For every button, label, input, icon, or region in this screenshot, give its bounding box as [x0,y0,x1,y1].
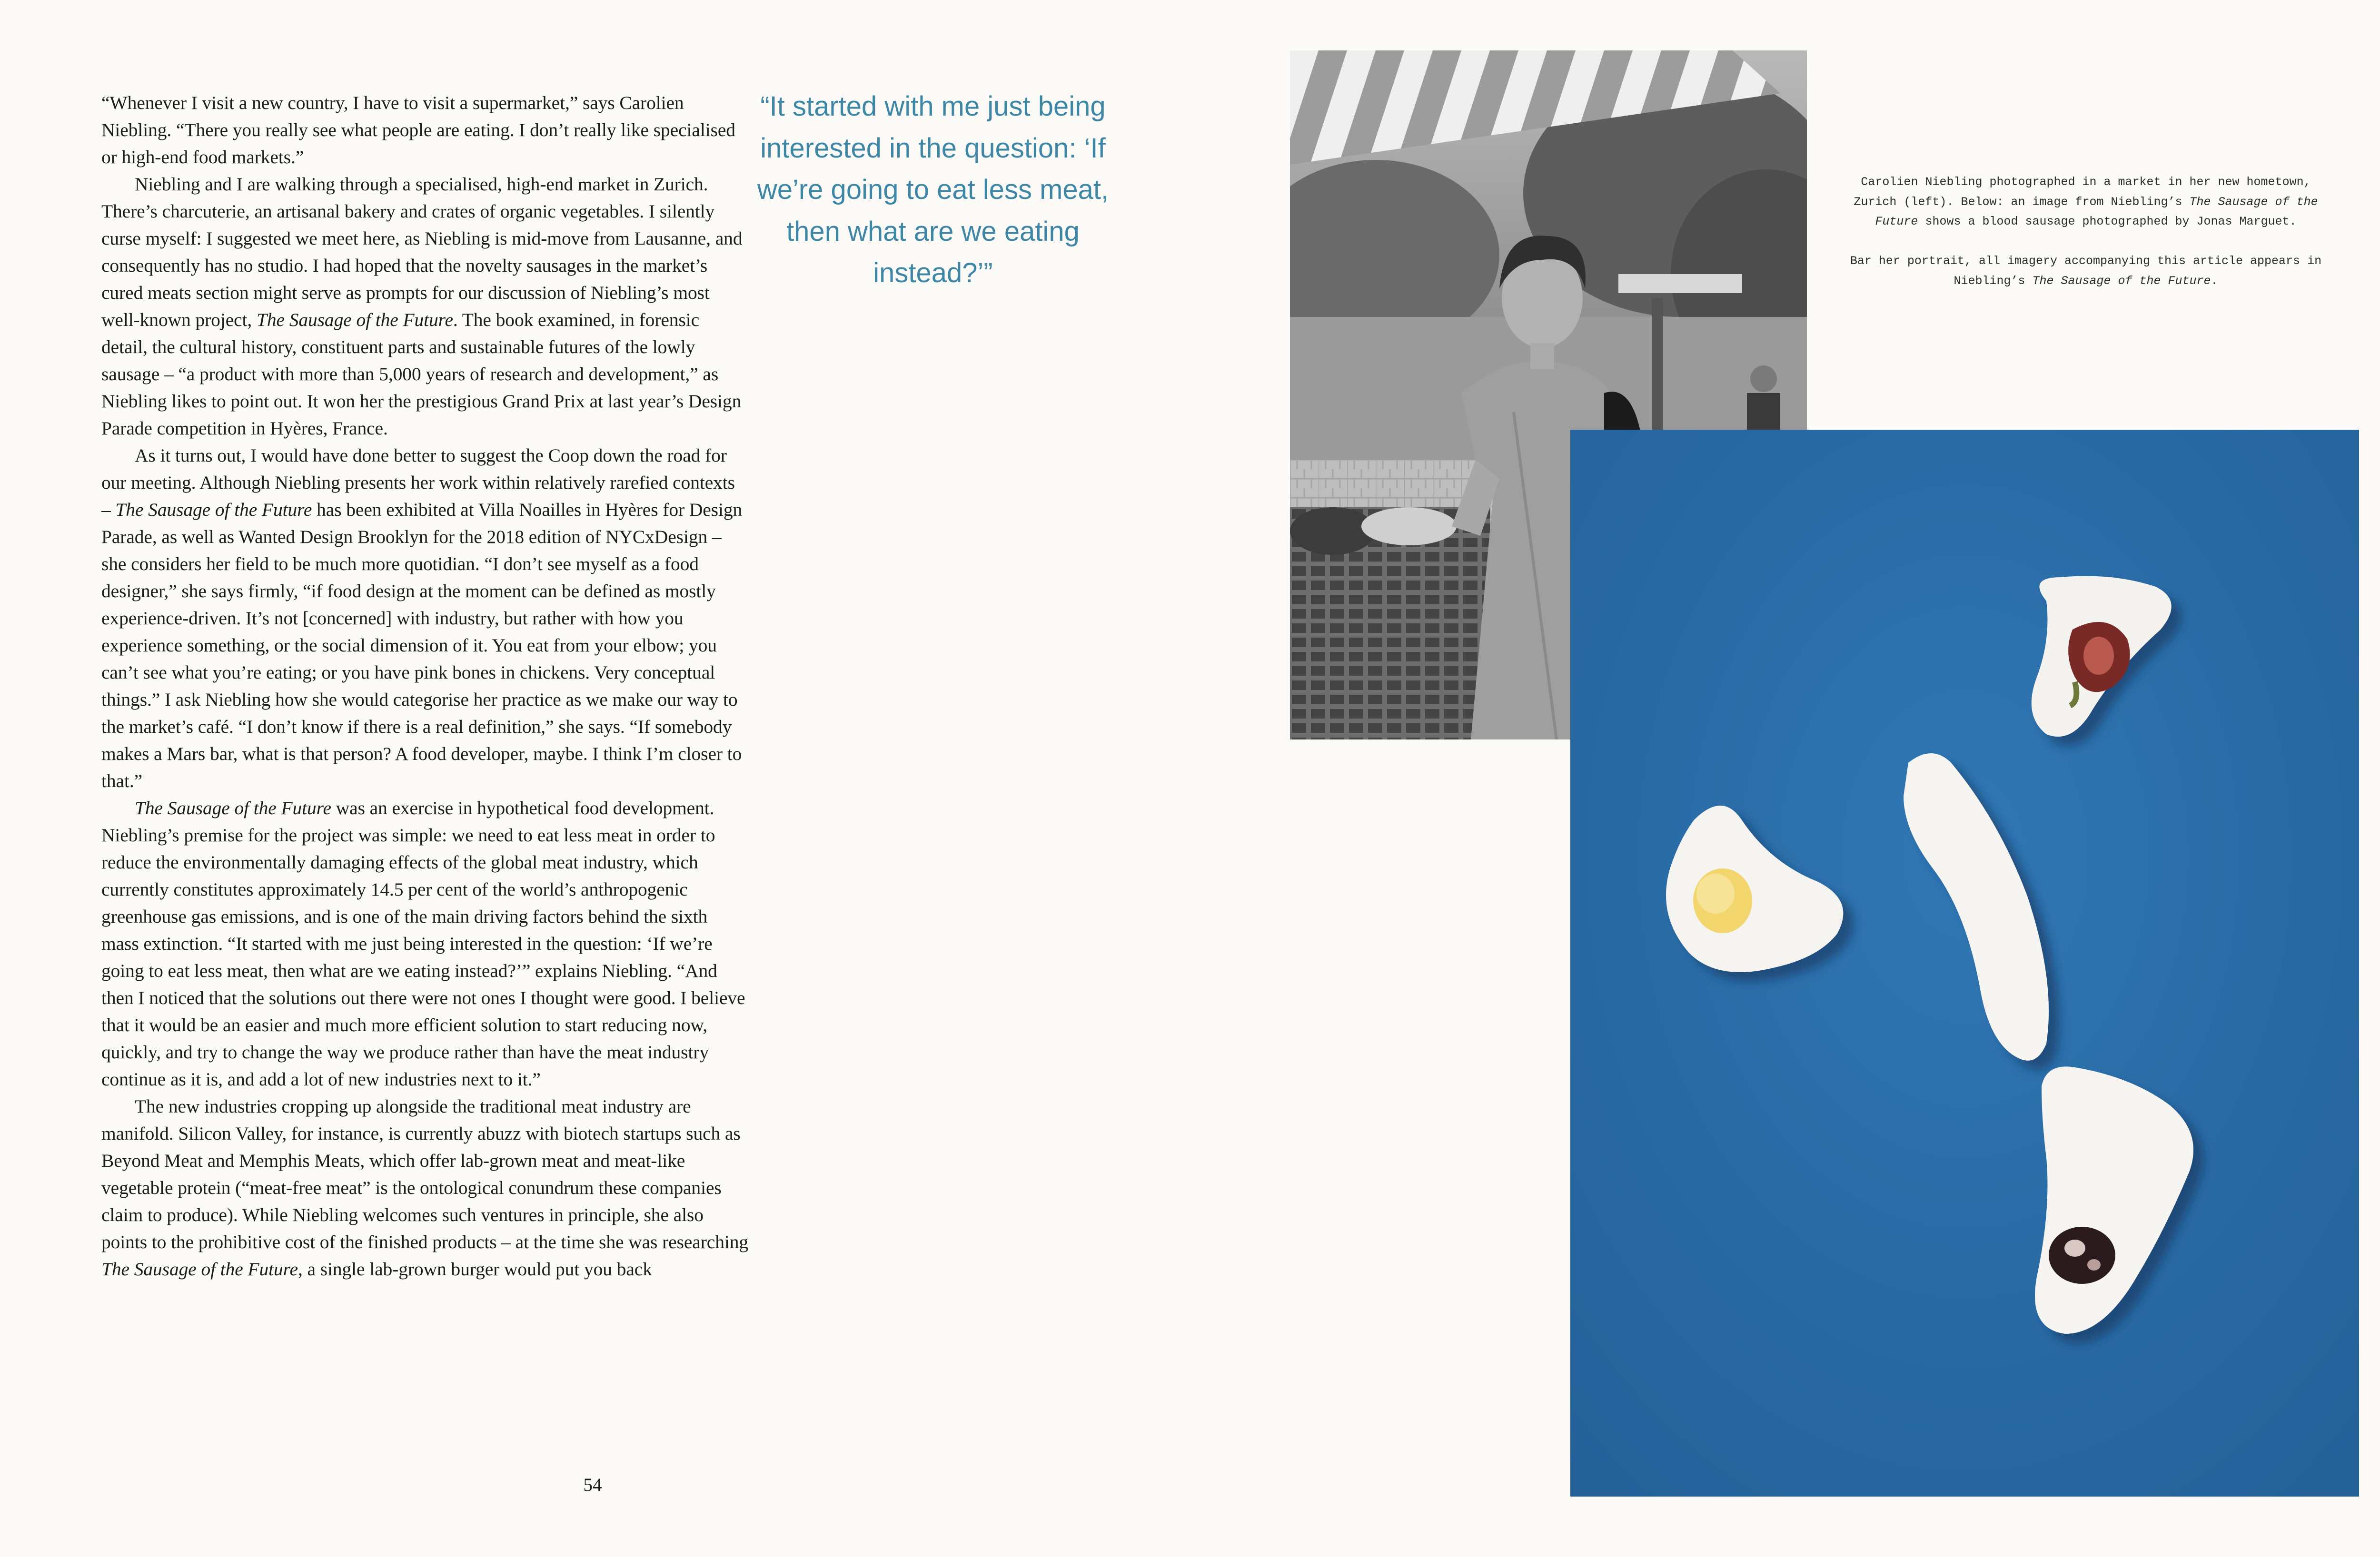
body-paragraph [101,795,749,1093]
sausage-plates-photo [1570,430,2359,1497]
text-run: Carolien Niebling photographed in a market in her new hometown, Zurich (left). Below: an image from Niebling’s [1854,175,2311,209]
text-run: has been exhibited at Villa Noailles in Hyères for Design Parade, as well as Wanted Design Brooklyn for the 2018 edition of NYCxDesign – she considers her field to be much more quotidian. “I don’t see myself as a food designer,” she says firmly, “if food design at the moment can be defined as mostly experience-driven. It’s not [concerned] with industry, but rather with how you experience something, or the social dimension of it. You eat from your elbow; you can’t see what you’re eating; or you have pink bones in chickens. Very conceptual things.” I ask Niebling how she would categorise her practice as we make our way to the market’s café. “I don’t know if there is a real definition,” she says. “If somebody makes a Mars bar, what is that person? A food developer, maybe. I think I’m closer to that.” [101,499,743,791]
pull-quote: “It started with me just being interested in the question: ‘If we’re going to eat less meat, then what are we eating instead?’” [757,91,1109,288]
body-paragraph [101,171,749,442]
italic-title: The Sausage of the Future [135,798,331,818]
text-run: Niebling and I are walking through a specialised, high-end market in Zurich. There’s charcuterie, an artisanal bakery and crates of organic vegetables. I silently curse myself: I suggested we meet here, as Niebling is mid-move from Lausanne, and consequently has no studio. I had hoped that the novelty sausages in the market’s cured meats section might serve as prompts for our discussion of Niebling’s most well-known project, [101,174,743,330]
body-paragraph [101,442,749,795]
sausage-plates-photo-icon [1570,430,2359,1497]
cap-para-paragraph [1838,172,2333,232]
italic-title: The Sausage of the Future [101,1259,298,1280]
text-run: The new industries cropping up alongside the traditional meat industry are manifold. Silicon Valley, for instance, is currently abuzz with biotech startups such as Beyond Meat and Memphis Meats, which offer lab-grown meat and meat-like vegetable protein (“meat-free meat” is the ontological conundrum these companies claim to produce). While Niebling welcomes such ventures in principle, she also points to the prohibitive cost of the finished products – at the time she was researching [101,1096,749,1252]
body-paragraph [101,1093,749,1283]
cap-para-paragraph [1838,251,2333,291]
text-run: “Whenever I visit a new country, I have to visit a supermarket,” says Carolien Niebling. “There you really see what people are eating. I don’t really like specialised or high-end food markets.” [101,92,735,168]
text-run: , a single lab-grown burger would put you back [298,1259,652,1280]
article-body [101,89,749,1283]
text-run: was an exercise in hypothetical food development. Niebling’s premise for the project was simple: we need to eat less meat in order to reduce the environmentally damaging effects of the global meat industry, which currently constitutes approximately 14.5 per cent of the world’s anthropogenic greenhouse gas emissions, and is one of the main driving factors behind the sixth mass extinction. “It started with me just being interested in the question: ‘If we’re going to eat less meat, then what are we eating instead?’” explains Niebling. “And then I noticed that the solutions out there were not ones I thought were good. I believe that it would be an easier and much more efficient solution to start reducing now, quickly, and try to change the way we produce rather than have the meat industry continue as it is, and add a lot of new industries next to it.” [101,798,745,1090]
italic-title: The Sausage of the Future [2032,274,2211,288]
italic-title: The Sausage of the Future [115,499,312,520]
text-run: As it turns out, I would have done better to suggest the Coop down the road for our meeting. Although Niebling presents her work within relatively rarefied contexts – [101,445,735,520]
text-run: Bar her portrait, all imagery accompanying this article appears in Niebling’s [1850,254,2322,288]
italic-title: The Sausage of the Future [1875,195,2318,228]
page-number: 54 [583,1475,602,1495]
text-run: . The book examined, in forensic detail, the cultural history, constituent parts and sustainable futures of the lowly sausage – “a product with more than 5,000 years of research and development,” as Niebling likes to point out. It won her the prestigious Grand Prix at last year’s Design Parade competition in Hyères, France. [101,309,742,439]
text-run: shows a blood sausage photographed by Jonas Marguet. [1918,215,2297,228]
body-paragraph [101,89,749,171]
italic-title: The Sausage of the Future [256,309,453,330]
text-run: . [2211,274,2218,288]
photo-caption [1838,172,2333,311]
